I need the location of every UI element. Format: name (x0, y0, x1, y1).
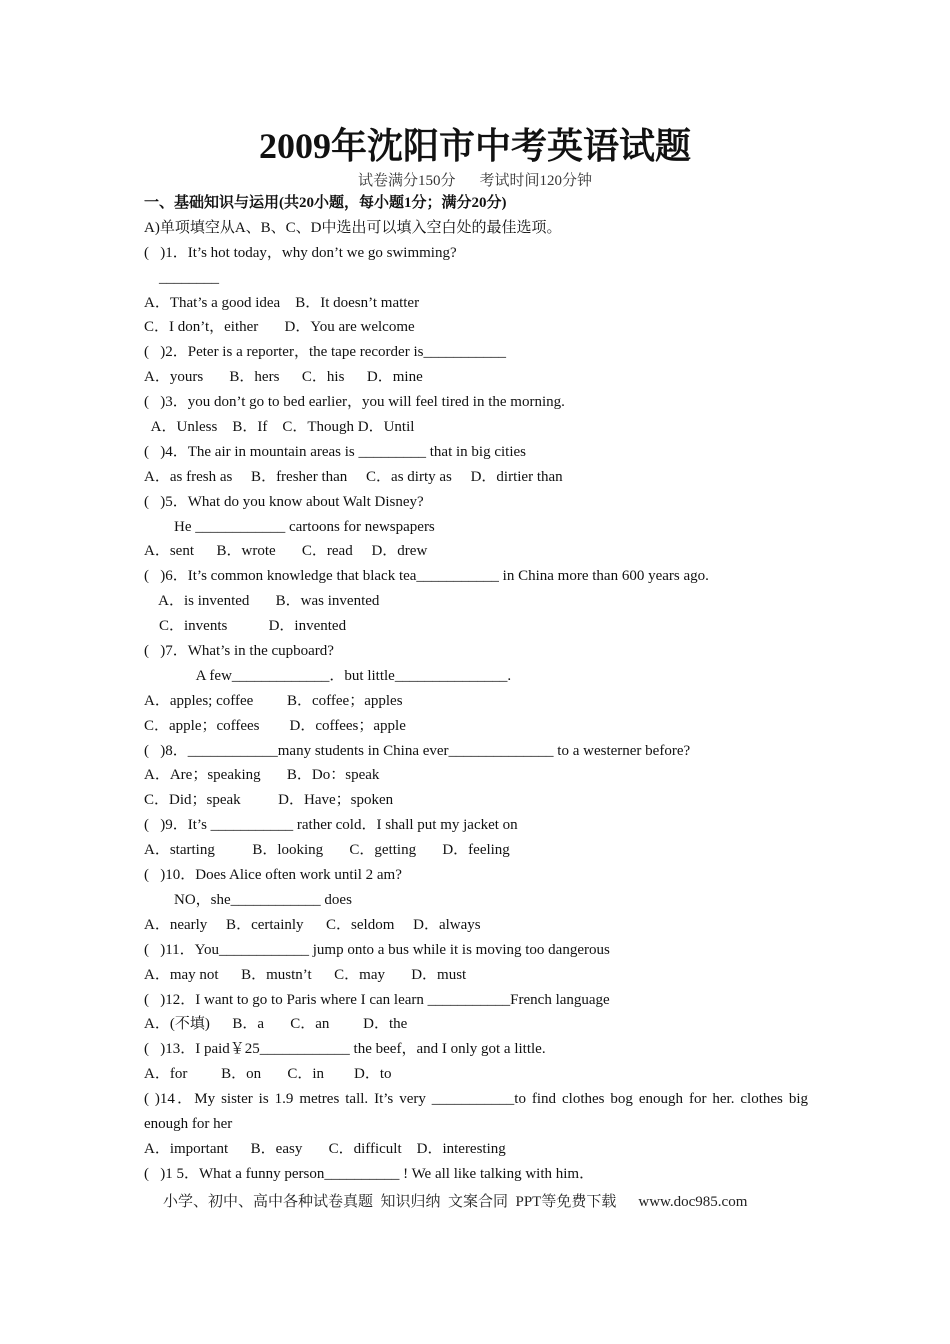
question-10: ( )10．Does Alice often work until 2 am? (144, 867, 402, 884)
section-heading: 一、基础知识与运用(共20小题，每小题1分；满分20分) (144, 195, 507, 211)
question-2-options: A．yours B．hers C．his D．mine (144, 369, 423, 386)
question-7-options-ab: A．apples; coffee B．coffee；apples (144, 692, 403, 709)
question-1: ( )1．It’s hot today，why don’t we go swimming? (144, 244, 457, 261)
question-11-options: A．may not B．mustn’t C．may D．must (144, 966, 467, 983)
question-10-answer: NO，she____________ does (144, 891, 352, 908)
question-4-options: A．as fresh as B．fresher than C．as dirty as D．dirtier than (144, 468, 563, 485)
question-14-options: A．important B．easy C．difficult D．interesting (144, 1140, 506, 1157)
question-5: ( )5．What do you know about Walt Disney? (144, 493, 424, 510)
exam-meta (0, 169, 950, 190)
exam-time: 考试时间120分钟 (479, 173, 593, 189)
exam-score: 试卷满分150分 (357, 173, 456, 189)
question-12: ( )12．I want to go to Paris where I can learn ___________French language (144, 991, 610, 1008)
question-3-options: A．Unless B．If C．Though D．Until (144, 419, 415, 436)
question-1-options-cd: C．I don’t，either D．You are welcome (144, 319, 415, 336)
question-3: ( )3．you don’t go to bed earlier，you will feel tired in the morning. (144, 394, 565, 411)
question-9-options: A．starting B．looking C．getting D．feeling (144, 842, 510, 859)
question-6: ( )6．It’s common knowledge that black tea___________ in China more than 600 years ago. (144, 568, 709, 585)
question-5-answer: He ____________ cartoons for newspapers (144, 518, 435, 535)
exam-body (144, 191, 808, 1187)
question-8-options-cd: C．Did；speak D．Have；spoken (144, 792, 394, 809)
question-1-options-ab: A．That’s a good idea B．It doesn’t matter (144, 294, 420, 311)
question-13: ( )13．I paid￥25____________ the beef，and I only got a little. (144, 1041, 546, 1058)
page-footer (163, 1190, 803, 1211)
question-2: ( )2．Peter is a reporter，the tape recorder is___________ (144, 344, 506, 361)
question-10-options: A．nearly B．certainly C．seldom D．always (144, 916, 481, 933)
page-title: 2009年沈阳市中考英语试题 (258, 126, 691, 166)
question-7-options-cd: C．apple；coffees D．coffees；apple (144, 717, 406, 734)
footer-text: 小学、初中、高中各种试卷真题 知识归纳 文案合同 PPT等免费下载 (163, 1194, 617, 1210)
question-4: ( )4．The air in mountain areas is _________ that in big cities (144, 443, 527, 460)
question-14: ( )14．My sister is 1.9 metres tall. It’s very ___________to find clothes bog enough for her. clothes big enough for her (144, 1091, 808, 1132)
question-6-options-cd: C．invents D．invented (144, 618, 347, 635)
question-7: ( )7．What’s in the cupboard? (144, 643, 334, 660)
question-15: ( )1 5．What a funny person__________ ! We all like talking with him． (144, 1165, 595, 1182)
question-8: ( )8．____________many students in China ever______________ to a westerner before? (144, 742, 691, 759)
question-7-answer: A few_____________．but little_______________. (144, 667, 512, 684)
question-12-options: A．(不填) B．a C．an D．the (144, 1016, 408, 1033)
question-11: ( )11．You____________ jump onto a bus while it is moving too dangerous (144, 941, 610, 958)
question-13-options: A．for B．on C．in D．to (144, 1066, 392, 1083)
question-5-options: A．sent B．wrote C．read D．drew (144, 543, 428, 560)
question-1-blank: ________ (144, 269, 219, 286)
question-8-options-ab: A．Are；speaking B．Do：speak (144, 767, 380, 784)
question-9: ( )9．It’s ___________ rather cold．I shall put my jacket on (144, 817, 518, 834)
footer-url: www.doc985.com (638, 1194, 748, 1210)
section-instructions: A)单项填空从A、B、C、D中选出可以填入空白处的最佳选项。 (144, 219, 562, 236)
question-6-options-ab: A．is invented B．was invented (144, 593, 380, 610)
